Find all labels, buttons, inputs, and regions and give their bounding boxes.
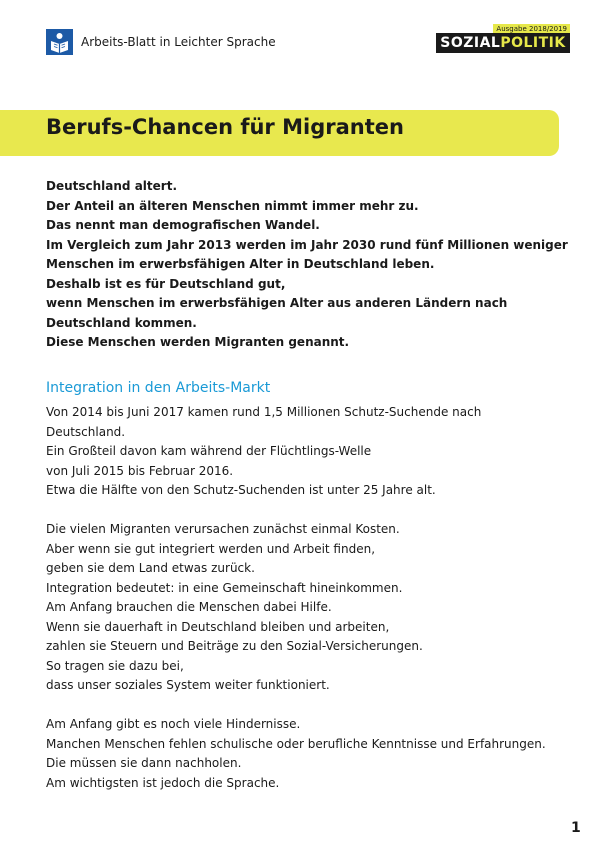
intro-line: Deutschland altert.: [46, 179, 177, 193]
body-line: Etwa die Hälfte von den Schutz-Suchenden ist unter 25 Jahre alt.: [46, 483, 436, 497]
body-line: Integration bedeutet: in eine Gemeinschaft hineinkommen.: [46, 580, 403, 595]
page-number: 1: [571, 820, 581, 836]
page-title: Berufs-Chancen für Migranten: [46, 115, 404, 139]
edition-badge: Ausgabe 2018/2019: [493, 24, 570, 34]
body-line: Deutschland.: [46, 424, 126, 439]
brand-part2: POLITIK: [500, 35, 566, 51]
body-line: Die vielen Migranten verursachen zunächst einmal Kosten.: [46, 522, 400, 536]
intro-line: Deutschland kommen.: [46, 315, 197, 330]
intro-text: [46, 177, 568, 353]
intro-line: Diese Menschen werden Migranten genannt.: [46, 335, 350, 349]
body-line: Manchen Menschen fehlen schulische oder berufliche Kenntnisse und Erfahrungen.: [46, 736, 546, 751]
easy-language-logo-icon: [46, 29, 73, 55]
section-body: [46, 403, 546, 793]
brand-wordmark: [436, 33, 570, 53]
body-line: Am Anfang gibt es noch viele Hindernisse.: [46, 717, 301, 731]
sozialpolitik-logo: [436, 24, 570, 54]
intro-line: Das nennt man demografischen Wandel.: [46, 218, 320, 232]
body-line: Aber wenn sie gut integriert werden und Arbeit finden,: [46, 541, 376, 556]
body-line: geben sie dem Land etwas zurück.: [46, 561, 255, 575]
section-heading: Integration in den Arbeits-Markt: [46, 380, 271, 396]
body-line: von Juli 2015 bis Februar 2016.: [46, 463, 234, 478]
intro-line: Menschen im erwerbsfähigen Alter in Deutschland leben.: [46, 257, 435, 271]
body-line: Von 2014 bis Juni 2017 kamen rund 1,5 Millionen Schutz-Suchende nach: [46, 405, 482, 419]
worksheet-label: Arbeits-Blatt in Leichter Sprache: [81, 35, 276, 49]
body-line: dass unser soziales System weiter funktioniert.: [46, 678, 330, 692]
body-line: Am wichtigsten ist jedoch die Sprache.: [46, 775, 280, 790]
body-line: Wenn sie dauerhaft in Deutschland bleiben und arbeiten,: [46, 619, 390, 634]
body-line: Die müssen sie dann nachholen.: [46, 756, 242, 770]
brand-part1: SOZIAL: [440, 35, 501, 51]
body-line: Ein Großteil davon kam während der Flüchtlings-Welle: [46, 444, 372, 458]
body-line: zahlen sie Steuern und Beiträge zu den Sozial-Versicherungen.: [46, 639, 423, 653]
intro-line: wenn Menschen im erwerbsfähigen Alter aus anderen Ländern nach: [46, 296, 508, 310]
body-line: Am Anfang brauchen die Menschen dabei Hilfe.: [46, 600, 332, 614]
intro-line: Deshalb ist es für Deutschland gut,: [46, 276, 286, 291]
intro-line: Im Vergleich zum Jahr 2013 werden im Jahr 2030 rund fünf Millionen weniger: [46, 237, 568, 252]
body-line: So tragen sie dazu bei,: [46, 658, 184, 673]
intro-line: Der Anteil an älteren Menschen nimmt immer mehr zu.: [46, 198, 419, 213]
